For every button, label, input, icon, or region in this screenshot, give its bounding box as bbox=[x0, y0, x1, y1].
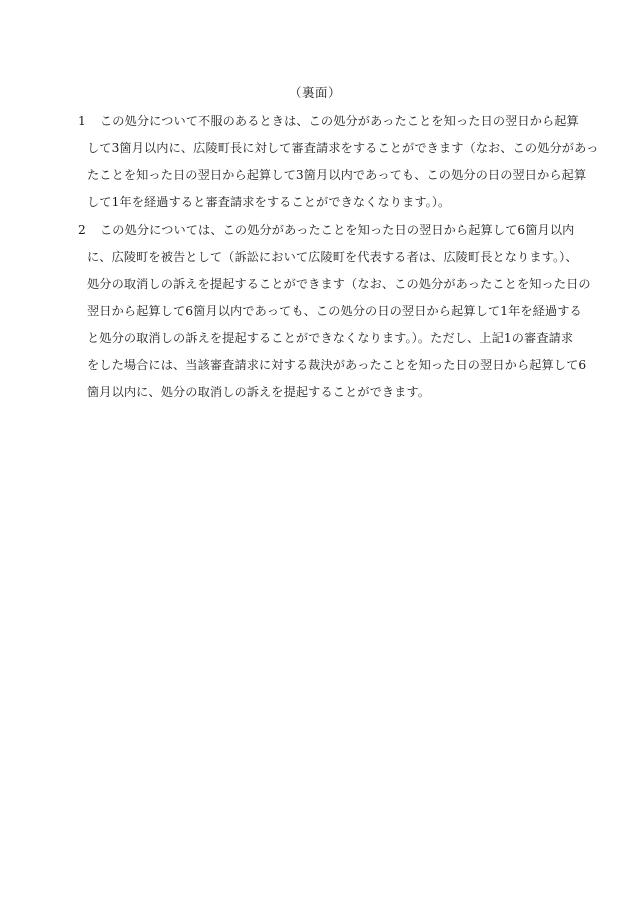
item-text-line: して3箇月以内に、広陵町長に対して審査請求をすることができます（なお、この処分があっ bbox=[87, 141, 599, 155]
item-first-line bbox=[78, 108, 579, 135]
item-text-line: 翌日から起算して6箇月以内であっても、この処分の日の翌日から起算して1年を経過する bbox=[87, 304, 582, 318]
item-text-line: たことを知った日の翌日から起算して3箇月以内であっても、この処分の日の翌日から起算 bbox=[87, 168, 587, 182]
item-first-line bbox=[78, 217, 575, 244]
item-number: 2 bbox=[78, 223, 86, 237]
item-number: 1 bbox=[78, 114, 86, 128]
item-text-line: と処分の取消しの訴えを提起することができなくなります。）。ただし、上記1の審査請求 bbox=[87, 331, 574, 345]
item-text-line: この処分について不服のあるときは、この処分があったことを知った日の翌日から起算 bbox=[100, 114, 579, 128]
item-text-line: して1年を経過すると審査請求をすることができなくなります。）。 bbox=[87, 195, 451, 209]
item-text-line: に、広陵町を被告として（訴訟において広陵町を代表する者は、広陵町長となります。）、 bbox=[87, 250, 578, 264]
item-text-line: この処分については、この処分があったことを知った日の翌日から起算して6箇月以内 bbox=[100, 223, 575, 237]
item-text-line: 箇月以内に、処分の取消しの訴えを提起することができます。 bbox=[87, 385, 431, 399]
item-text-line: をした場合には、当該審査請求に対する裁決があったことを知った日の翌日から起算して6 bbox=[87, 358, 587, 372]
item-text-line: 処分の取消しの訴えを提起することができます（なお、この処分があったことを知った日の bbox=[87, 277, 591, 291]
list-item-1 bbox=[78, 108, 599, 216]
page-heading: （裏面） bbox=[288, 85, 341, 100]
list-item-2 bbox=[78, 217, 591, 406]
